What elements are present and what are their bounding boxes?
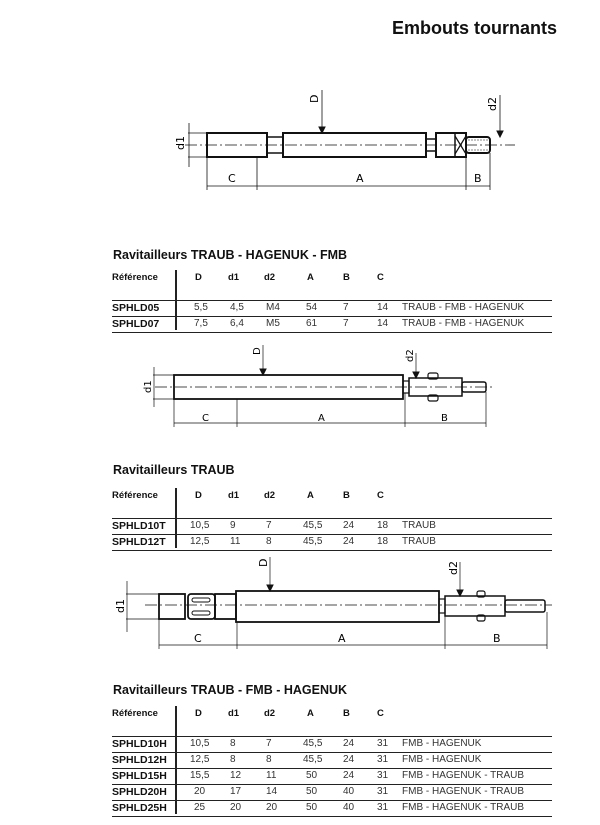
cell-d2: 7 xyxy=(266,738,272,749)
header-A: A xyxy=(307,272,314,283)
table-row xyxy=(112,300,552,316)
cell-C: 14 xyxy=(377,302,389,313)
cell-ref: SPHLD20H xyxy=(112,786,167,798)
cell-C: 18 xyxy=(377,520,389,531)
cell-d1: 8 xyxy=(230,738,236,749)
shaft-head xyxy=(445,596,505,616)
header-A: A xyxy=(307,708,314,719)
header-d2: d2 xyxy=(264,708,276,719)
D-label: D xyxy=(257,558,270,567)
technical-drawing-3 xyxy=(0,557,600,657)
technical-drawing-1 xyxy=(0,85,600,195)
cell-B: 24 xyxy=(343,770,355,781)
table-row xyxy=(112,784,552,800)
cell-desc: TRAUB - FMB - HAGENUK xyxy=(402,302,525,313)
header-D: D xyxy=(195,708,202,719)
d1-label: d1 xyxy=(174,136,187,150)
header-B: B xyxy=(343,708,350,719)
cell-B: 24 xyxy=(343,738,355,749)
cell-desc: FMB - HAGENUK - TRAUB xyxy=(402,770,525,781)
shaft-body xyxy=(236,591,439,622)
drawing-1-svg xyxy=(0,85,600,195)
C-label: C xyxy=(194,632,202,645)
shaft-end xyxy=(159,594,185,619)
cell-d1: 8 xyxy=(230,754,236,765)
header-d1: d1 xyxy=(228,272,240,283)
cell-d1: 9 xyxy=(230,520,236,531)
drawing-3-svg xyxy=(0,557,600,657)
table-row xyxy=(112,800,552,817)
cell-C: 14 xyxy=(377,318,389,329)
D-label: D xyxy=(252,347,263,355)
header-ref: Référence xyxy=(112,490,158,501)
A-label: A xyxy=(356,172,364,185)
cell-D: 15,5 xyxy=(190,770,210,781)
cell-D: 7,5 xyxy=(194,318,208,329)
cell-B: 24 xyxy=(343,754,355,765)
header-C: C xyxy=(377,708,384,719)
cell-ref: SPHLD10H xyxy=(112,738,167,750)
cell-D: 10,5 xyxy=(190,520,210,531)
cell-B: 7 xyxy=(343,318,349,329)
shaft-body xyxy=(174,375,403,399)
cell-C: 31 xyxy=(377,802,389,813)
technical-drawing-2 xyxy=(0,345,600,435)
header-C: C xyxy=(377,272,384,283)
d1-label: d1 xyxy=(114,599,127,613)
cell-B: 7 xyxy=(343,302,349,313)
cell-A: 50 xyxy=(306,786,318,797)
cell-C: 31 xyxy=(377,770,389,781)
cell-B: 40 xyxy=(343,802,355,813)
table-row xyxy=(112,768,552,784)
cell-D: 12,5 xyxy=(190,754,210,765)
cell-desc: TRAUB xyxy=(402,520,436,531)
header-C: C xyxy=(377,490,384,501)
page-title: Embouts tournants xyxy=(392,18,557,38)
cell-D: 25 xyxy=(194,802,206,813)
cell-d2: 8 xyxy=(266,754,272,765)
d2-label: d2 xyxy=(486,97,499,111)
cell-desc: TRAUB - FMB - HAGENUK xyxy=(402,318,525,329)
table-1 xyxy=(112,270,552,333)
cell-desc: FMB - HAGENUK xyxy=(402,738,482,749)
header-D: D xyxy=(195,490,202,501)
header-d2: d2 xyxy=(264,490,276,501)
cell-desc: FMB - HAGENUK - TRAUB xyxy=(402,802,525,813)
table-row xyxy=(112,534,552,551)
cell-A: 45,5 xyxy=(303,536,323,547)
section-title-2: Ravitailleurs TRAUB xyxy=(113,463,235,477)
header-d1: d1 xyxy=(228,490,240,501)
cell-d2: 20 xyxy=(266,802,278,813)
cell-ref: SPHLD25H xyxy=(112,802,167,814)
B-label: B xyxy=(441,413,448,424)
drawing-2-svg xyxy=(0,345,600,435)
C-label: C xyxy=(202,413,209,424)
cell-B: 40 xyxy=(343,786,355,797)
table-row xyxy=(112,752,552,768)
section-title-3: Ravitailleurs TRAUB - FMB - HAGENUK xyxy=(113,683,348,697)
C-label: C xyxy=(228,172,236,185)
cell-d2: 14 xyxy=(266,786,278,797)
table-row xyxy=(112,316,552,333)
table-2 xyxy=(112,488,552,551)
cell-d2: 7 xyxy=(266,520,272,531)
header-ref: Référence xyxy=(112,272,158,283)
cell-ref: SPHLD12H xyxy=(112,754,167,766)
header-D: D xyxy=(195,272,202,283)
cell-B: 24 xyxy=(343,536,355,547)
cell-C: 31 xyxy=(377,738,389,749)
header-B: B xyxy=(343,272,350,283)
cell-A: 54 xyxy=(306,302,318,313)
cell-d1: 6,4 xyxy=(230,318,244,329)
cell-C: 31 xyxy=(377,754,389,765)
table-header xyxy=(112,706,552,736)
d1-label: d1 xyxy=(143,380,154,393)
cell-A: 61 xyxy=(306,318,318,329)
cell-A: 50 xyxy=(306,802,318,813)
B-label: B xyxy=(474,172,482,185)
D-label: D xyxy=(308,94,321,103)
header-A: A xyxy=(307,490,314,501)
cell-D: 12,5 xyxy=(190,536,210,547)
header-ref: Référence xyxy=(112,708,158,719)
table-row xyxy=(112,518,552,534)
A-label: A xyxy=(318,413,325,424)
cell-desc: FMB - HAGENUK xyxy=(402,754,482,765)
cell-d2: M4 xyxy=(266,302,280,313)
table-3 xyxy=(112,706,552,817)
cell-C: 18 xyxy=(377,536,389,547)
cell-ref: SPHLD07 xyxy=(112,318,160,330)
d2-label: d2 xyxy=(405,349,416,362)
cell-A: 45,5 xyxy=(303,520,323,531)
cell-d2: M5 xyxy=(266,318,280,329)
shaft-tip xyxy=(505,600,545,612)
cell-d2: 8 xyxy=(266,536,272,547)
cell-B: 24 xyxy=(343,520,355,531)
A-label: A xyxy=(338,632,346,645)
cell-ref: SPHLD10T xyxy=(112,520,166,532)
cell-A: 50 xyxy=(306,770,318,781)
cell-d1: 17 xyxy=(230,786,242,797)
section-title-1: Ravitailleurs TRAUB - HAGENUK - FMB xyxy=(113,248,348,262)
header-d2: d2 xyxy=(264,272,276,283)
cell-C: 31 xyxy=(377,786,389,797)
table-header xyxy=(112,488,552,518)
cell-d1: 11 xyxy=(230,536,241,547)
cell-d1: 20 xyxy=(230,802,242,813)
cell-A: 45,5 xyxy=(303,754,323,765)
header-B: B xyxy=(343,490,350,501)
cell-ref: SPHLD05 xyxy=(112,302,160,314)
cell-desc: FMB - HAGENUK - TRAUB xyxy=(402,786,525,797)
cell-D: 20 xyxy=(194,786,206,797)
cell-A: 45,5 xyxy=(303,738,323,749)
table-header xyxy=(112,270,552,300)
cell-desc: TRAUB xyxy=(402,536,436,547)
table-row xyxy=(112,736,552,752)
d2-label: d2 xyxy=(447,561,460,575)
header-d1: d1 xyxy=(228,708,240,719)
cell-d2: 11 xyxy=(266,770,277,781)
cell-d1: 4,5 xyxy=(230,302,244,313)
B-label: B xyxy=(493,632,501,645)
cell-ref: SPHLD12T xyxy=(112,536,166,548)
cell-D: 10,5 xyxy=(190,738,210,749)
cell-D: 5,5 xyxy=(194,302,208,313)
cell-d1: 12 xyxy=(230,770,242,781)
cell-ref: SPHLD15H xyxy=(112,770,167,782)
